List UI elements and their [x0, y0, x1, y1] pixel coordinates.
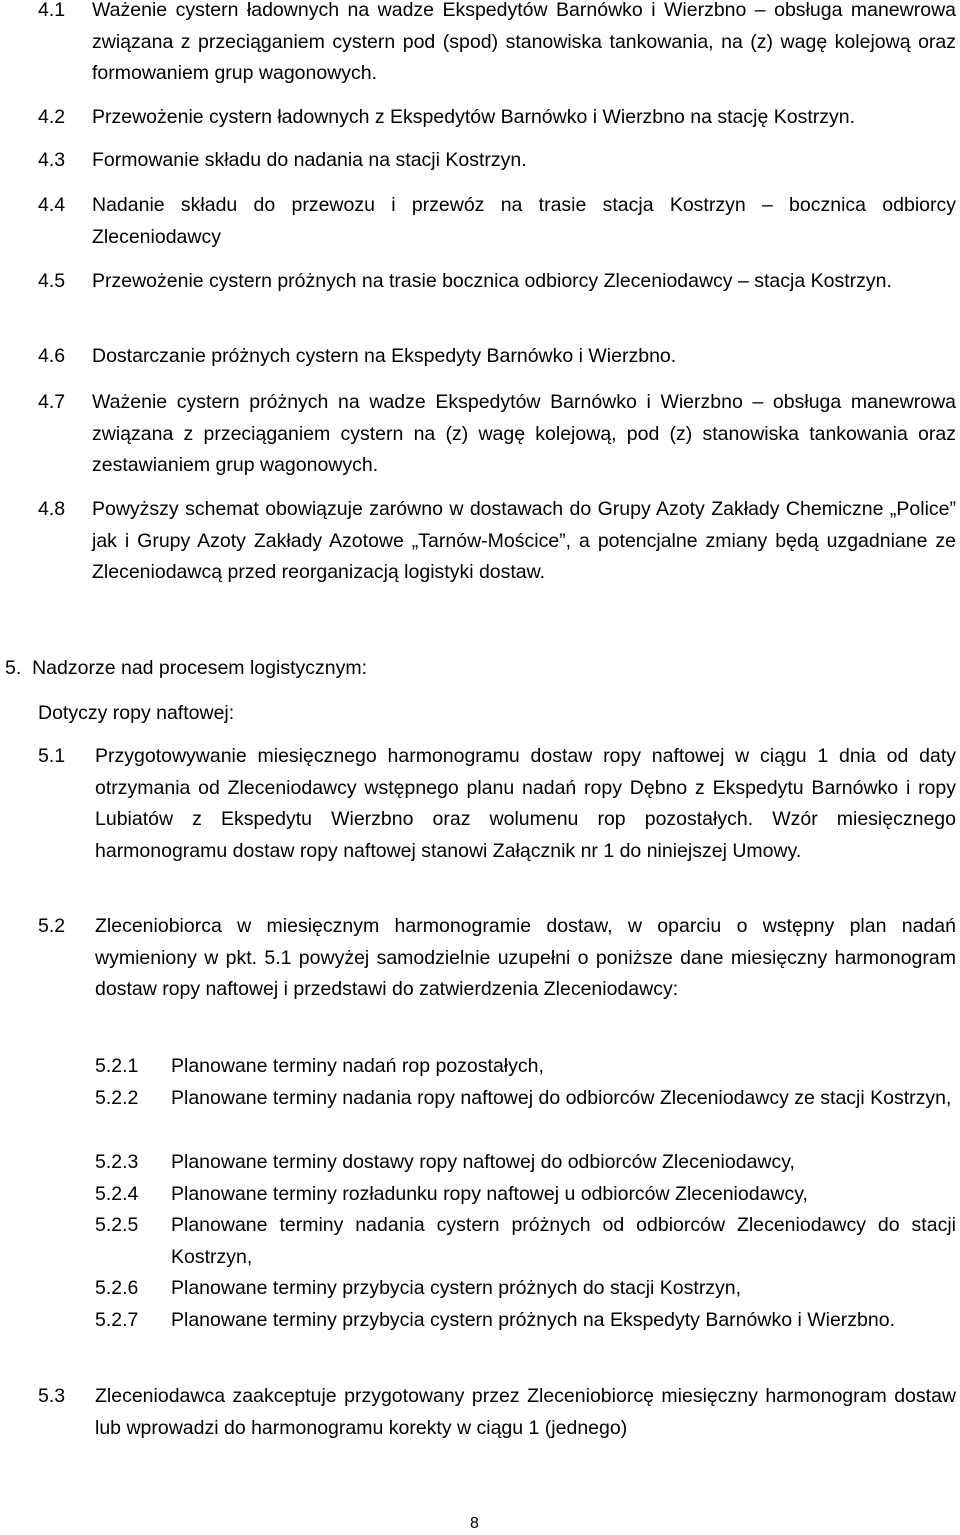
item-text: Powyższy schemat obowiązuje zarówno w dostawach do Grupy Azoty Zakłady Chemiczne „Police” jak i Grupy Azoty Zakłady Azotowe „Tarnów-Mościce”, a potencjalne zmiany będą uzgadniane ze Zleceniodawcą przed reorganizacją logistyki dostaw.	[92, 498, 956, 583]
item-number: 4.4	[38, 194, 66, 216]
item-text: Planowane terminy dostawy ropy naftowej do odbiorców Zleceniodawcy,	[171, 1151, 795, 1173]
item-text: Zleceniodawca zaakceptuje przygotowany przez Zleceniobiorcę miesięczny harmonogram dostaw lub wprowadzi do harmonogramu korekty w ciągu 1 (jednego)	[95, 1385, 956, 1439]
item-text: Zleceniobiorca w miesięcznym harmonogramie dostaw, w oparciu o wstępny plan nadań wymieniony w pkt. 5.1 powyżej samodzielnie uzupełni o poniższe dane miesięczny harmonogram dostaw ropy naftowej i przedstawi do zatwierdzenia Zleceniodawcy:	[95, 915, 956, 1000]
item-number: 5.2.6	[95, 1277, 139, 1299]
list-item-4-6	[38, 341, 956, 373]
item-number: 5.2	[38, 915, 66, 937]
item-text: Planowane terminy nadania ropy naftowej do odbiorców Zleceniodawcy ze stacji Kostrzyn,	[171, 1087, 952, 1109]
item-number: 5.2.2	[95, 1087, 139, 1109]
item-number: 4.6	[38, 345, 66, 367]
sub-item-5-2-1	[95, 1051, 956, 1083]
list-item-5-1	[38, 741, 956, 867]
item-text: Przewożenie cystern próżnych na trasie bocznica odbiorcy Zleceniodawcy – stacja Kostrzyn.	[92, 270, 892, 292]
item-text: Dostarczanie próżnych cystern na Ekspedyty Barnówko i Wierzbno.	[92, 345, 677, 367]
sub-item-5-2-7	[95, 1305, 956, 1337]
item-text: Planowane terminy przybycia cystern próżnych do stacji Kostrzyn,	[171, 1277, 742, 1299]
item-number: 5.2.3	[95, 1151, 139, 1173]
list-item-4-1	[38, 0, 956, 90]
item-number: 4.5	[38, 270, 66, 292]
item-text: Przewożenie cystern ładownych z Ekspedytów Barnówko i Wierzbno na stację Kostrzyn.	[92, 106, 856, 128]
item-number: 4.2	[38, 106, 66, 128]
item-number: 4.1	[38, 0, 66, 21]
list-item-4-4	[38, 190, 956, 253]
sub-item-5-2-4	[95, 1179, 956, 1211]
list-item-4-2	[38, 102, 956, 134]
item-text: Planowane terminy rozładunku ropy naftowej u odbiorców Zleceniodawcy,	[171, 1183, 808, 1205]
item-number: 5.3	[38, 1385, 66, 1407]
sub-item-5-2-6	[95, 1273, 956, 1305]
list-item-5-2	[38, 911, 956, 1006]
item-number: 5.2.1	[95, 1055, 139, 1077]
page-number: 8	[470, 1515, 479, 1532]
item-text: Nadanie składu do przewozu i przewóz na trasie stacja Kostrzyn – bocznica odbiorcy Zleceniodawcy	[92, 194, 956, 248]
item-text: Ważenie cystern ładownych na wadze Ekspedytów Barnówko i Wierzbno – obsługa manewrowa związana z przeciąganiem cystern pod (spod) stanowiska tankowania, na (z) wagę kolejową oraz formowaniem grup wagonowych.	[92, 0, 956, 84]
item-text: Przygotowywanie miesięcznego harmonogramu dostaw ropy naftowej w ciągu 1 dnia od daty otrzymania od Zleceniodawcy wstępnego planu nadań ropy Dębno z Ekspedytu Barnówko i ropy Lubiatów z Ekspedytu Wierzbno oraz wolumenu rop pozostałych. Wzór miesięcznego harmonogramu dostaw ropy naftowej stanowi Załącznik nr 1 do niniejszej Umowy.	[95, 745, 956, 862]
item-text: Ważenie cystern próżnych na wadze Ekspedytów Barnówko i Wierzbno – obsługa manewrowa związana z przeciąganiem cystern na (z) wagę kolejową, pod (z) stanowiska tankowania oraz zestawianiem grup wagonowych.	[92, 391, 956, 476]
section-heading: 5. Nadzorze nad procesem logistycznym:	[5, 657, 367, 679]
list-item-4-5	[38, 266, 956, 298]
sub-item-5-2-5	[95, 1210, 956, 1273]
item-number: 5.2.7	[95, 1309, 139, 1331]
list-item-4-8	[38, 494, 956, 589]
item-number: 5.2.5	[95, 1214, 139, 1236]
item-number: 5.2.4	[95, 1183, 139, 1205]
sub-item-5-2-3	[95, 1147, 956, 1179]
item-number: 4.3	[38, 149, 66, 171]
item-text: Planowane terminy przybycia cystern próżnych na Ekspedyty Barnówko i Wierzbno.	[171, 1309, 895, 1331]
item-text: Formowanie składu do nadania na stacji Kostrzyn.	[92, 149, 527, 171]
item-number: 5.1	[38, 745, 66, 767]
item-number: 4.7	[38, 391, 66, 413]
item-number: 4.8	[38, 498, 66, 520]
list-item-4-7	[38, 387, 956, 482]
item-text: Planowane terminy nadania cystern próżnych od odbiorców Zleceniodawcy do stacji Kostrzyn,	[171, 1214, 956, 1268]
list-item-4-3	[38, 145, 956, 177]
item-text: Planowane terminy nadań rop pozostałych,	[171, 1055, 544, 1077]
list-item-5-3	[38, 1381, 956, 1444]
sub-item-5-2-2	[95, 1083, 956, 1115]
section-subheading: Dotyczy ropy naftowej:	[38, 702, 235, 724]
